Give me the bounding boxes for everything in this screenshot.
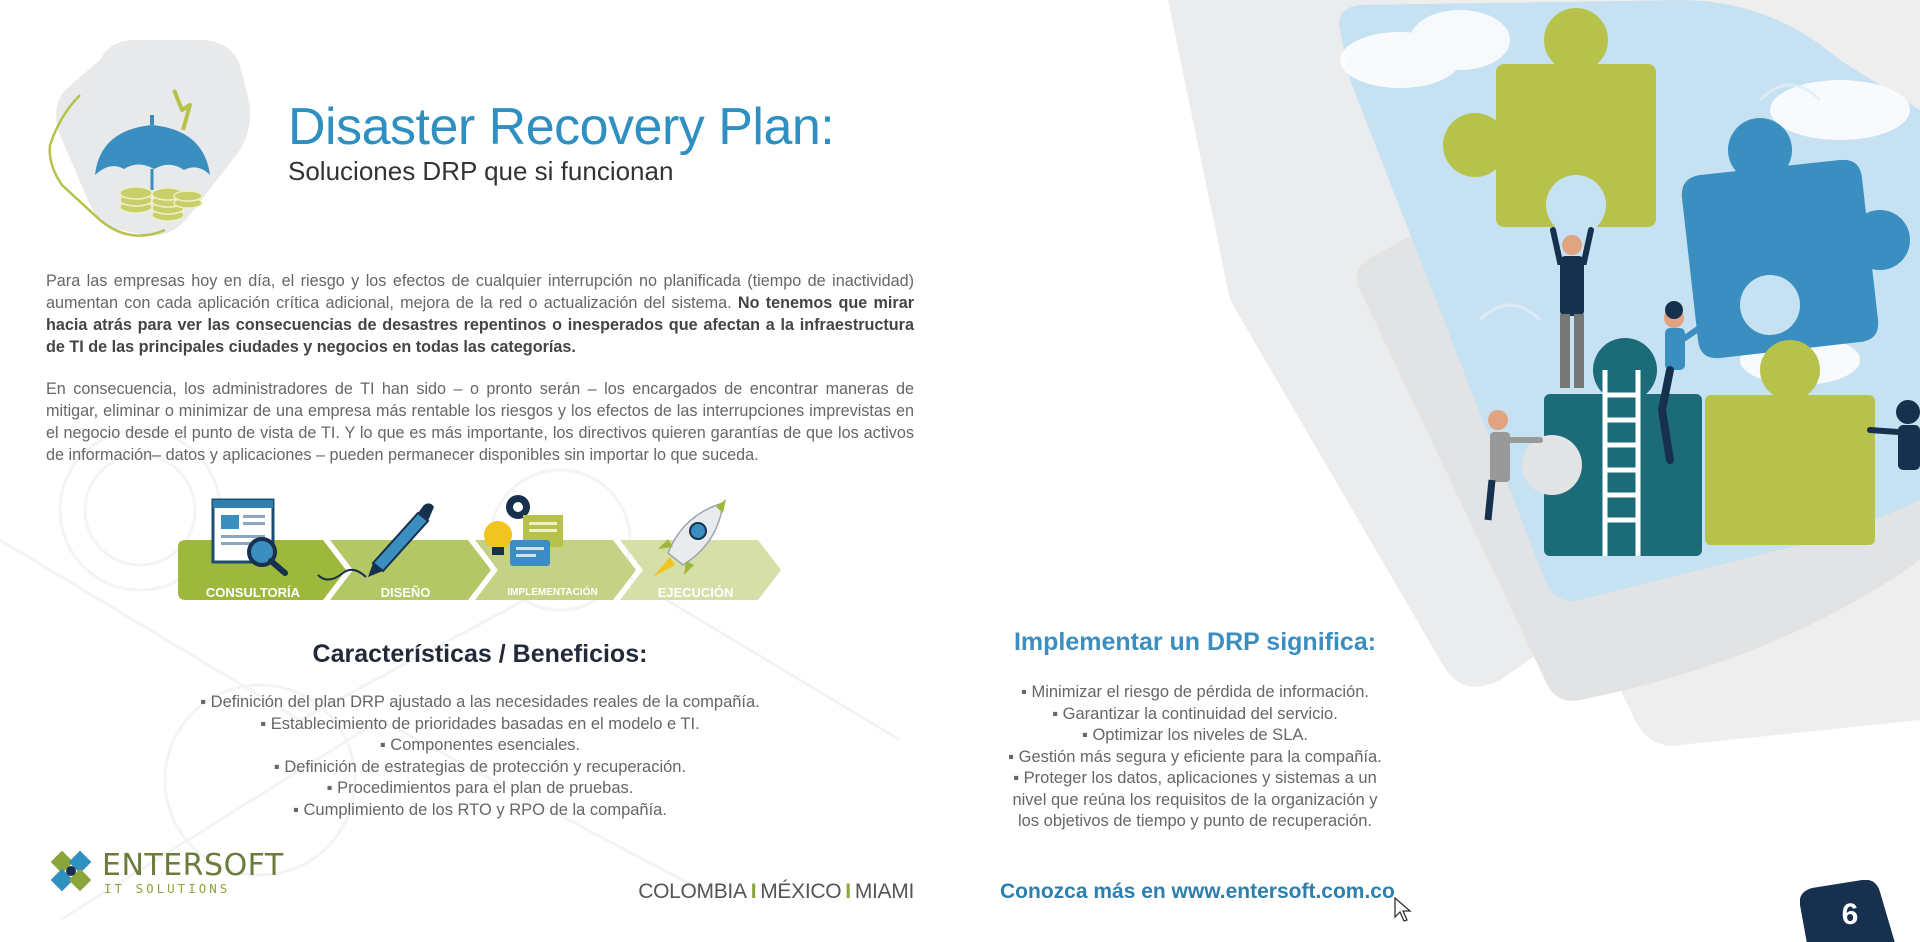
- header: [288, 98, 834, 186]
- benefits-list: [150, 692, 810, 821]
- step-label-ejecucion: EJECUCIÓN: [657, 585, 734, 600]
- country-separator: I: [750, 880, 757, 903]
- list-item: ▪ Definición del plan DRP ajustado a las necesidades reales de la compañía.: [200, 693, 760, 711]
- countries: [600, 880, 914, 904]
- list-item: ▪ Definición de estrategias de protección y recuperación.: [273, 757, 687, 776]
- step-label-implementacion: IMPLEMENTACIÓN: [507, 587, 598, 598]
- implement-title: Implementar un DRP significa:: [1013, 628, 1377, 656]
- list-item: ▪ Optimizar los niveles de SLA.: [1082, 726, 1308, 744]
- intro-p1-normal: Para las empresas hoy en día, el riesgo y los efectos de cualquier interrupción no planificada (tiempo de inactividad) aumentan con cada aplicación crítica adicional, mejora de la red o actualización del sistema.: [46, 272, 914, 312]
- list-item: ▪ Establecimiento de prioridades basadas en el modelo e TI.: [260, 714, 700, 733]
- list-item: ▪ Cumplimiento de los RTO y RPO de la compañía.: [293, 800, 667, 819]
- intro-text: [46, 270, 914, 486]
- intro-paragraph-1: [46, 270, 914, 358]
- brand-logo: [50, 848, 284, 898]
- benefits-title: Características / Beneficios:: [312, 640, 648, 668]
- country-separator: I: [845, 880, 851, 903]
- country-mexico: MÉXICO: [760, 880, 842, 903]
- puzzle-team-illustration: [1160, 0, 1920, 760]
- list-item: ▪ Componentes esenciales.: [379, 736, 581, 754]
- intro-paragraph-2: En consecuencia, los administradores de TI han sido – o pronto serán – los encargados de encontrar maneras de mitigar, eliminar o minimizar de una empresa más rentable los riesgos y los efectos de las interrupciones imprevistas en el negocio desde el punto de vista de TI. Y lo que es más importante, los directivos quieren garantías de que los activos de información– datos y aplicaciones – pueden permanecer disponibles sin importar lo que suceda.: [46, 380, 914, 464]
- mouse-cursor-icon: [1394, 897, 1412, 923]
- page-subtitle: Soluciones DRP que si funcionan: [288, 156, 674, 186]
- umbrella-coins-icon: [40, 35, 260, 245]
- page-title: Disaster Recovery Plan:: [288, 98, 835, 156]
- brand-subtitle: IT SOLUTIONS: [104, 881, 231, 896]
- website-link[interactable]: Conozca más en www.entersoft.com.co: [1000, 880, 1395, 903]
- brand-name: ENTERSOFT: [102, 848, 284, 883]
- step-label-diseno: DISEÑO: [380, 585, 431, 600]
- list-item: ▪ Minimizar el riesgo de pérdida de información.: [1021, 683, 1369, 701]
- list-item: ▪ Procedimientos para el plan de pruebas.: [326, 779, 634, 797]
- step-label-consultoria: CONSULTORÍA: [205, 585, 301, 600]
- document-search-icon: [213, 500, 285, 573]
- list-item: ▪ Gestión más segura y eficiente para la compañía.: [1008, 747, 1382, 766]
- page-number: 6: [1841, 898, 1859, 931]
- process-steps: [178, 495, 798, 615]
- list-item: ▪ Proteger los datos, aplicaciones y sistemas a un nivel que reúna los requisitos de la organización y los objetivos de tiempo y punto de recuperación.: [1012, 769, 1378, 830]
- list-item: ▪ Garantizar la continuidad del servicio.: [1052, 704, 1338, 723]
- entersoft-logo-icon: [50, 850, 94, 894]
- country-colombia: COLOMBIA: [638, 880, 747, 903]
- intro-p1-bold: No tenemos que mirar hacia atrás para ver las consecuencias de desastres repentinos o inesperados que afectan a la infraestructura de TI de las principales ciudades y negocios en todas las categorías.: [46, 294, 914, 356]
- country-miami: MIAMI: [854, 880, 914, 903]
